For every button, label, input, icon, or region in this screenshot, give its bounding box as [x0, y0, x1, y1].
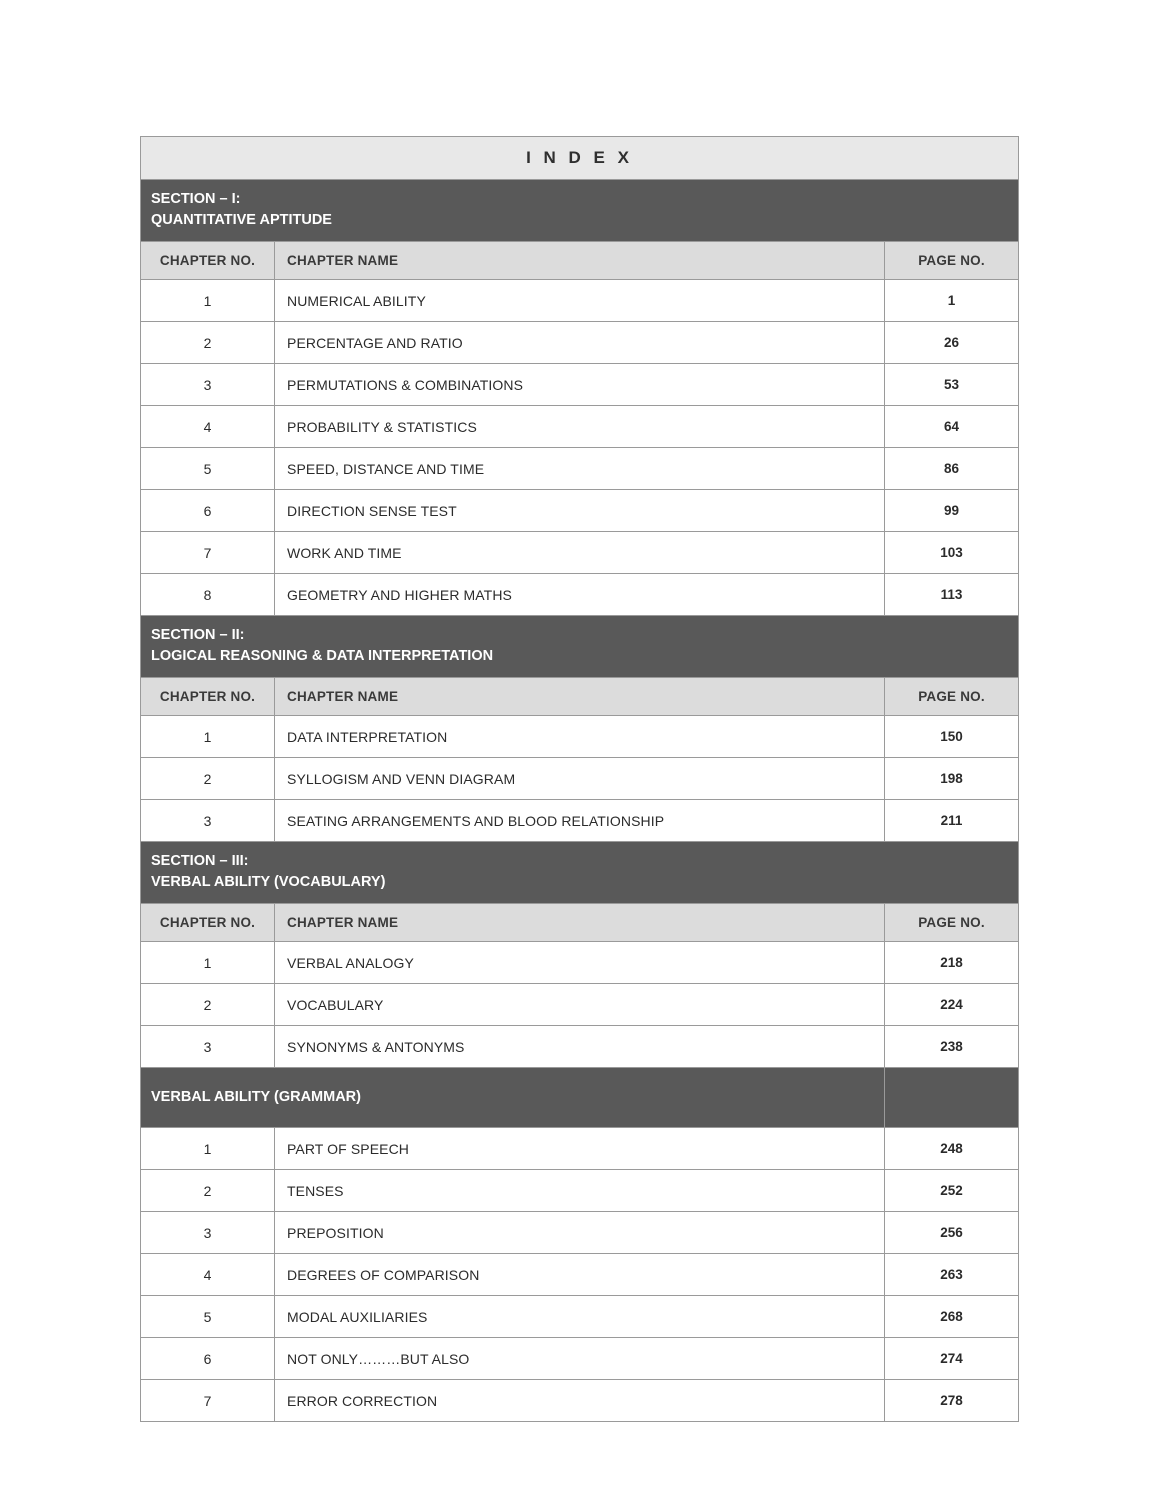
- grammar-section-header-row: [141, 1068, 1019, 1128]
- chapter-number: 8: [141, 574, 275, 616]
- section-header: [141, 616, 1019, 678]
- page-number: 103: [885, 532, 1019, 574]
- table-row[interactable]: [141, 1026, 1019, 1068]
- chapter-number: 5: [141, 448, 275, 490]
- page-number: 252: [885, 1170, 1019, 1212]
- section-label-line1: SECTION – I:: [151, 190, 241, 207]
- chapter-number: 7: [141, 1380, 275, 1422]
- grammar-section-header: VERBAL ABILITY (GRAMMAR): [141, 1068, 885, 1128]
- page-number: 274: [885, 1338, 1019, 1380]
- column-header-chapter-no: CHAPTER NO.: [141, 904, 275, 942]
- chapter-number: 3: [141, 1026, 275, 1068]
- chapter-number: 3: [141, 364, 275, 406]
- chapter-name: VOCABULARY: [275, 984, 885, 1026]
- page-number: 150: [885, 716, 1019, 758]
- chapter-number: 4: [141, 406, 275, 448]
- chapter-number: 1: [141, 280, 275, 322]
- table-row[interactable]: [141, 1254, 1019, 1296]
- table-row[interactable]: [141, 1338, 1019, 1380]
- chapter-name: DIRECTION SENSE TEST: [275, 490, 885, 532]
- grammar-section-header-spacer: [885, 1068, 1019, 1128]
- table-row[interactable]: [141, 1170, 1019, 1212]
- table-row[interactable]: [141, 532, 1019, 574]
- chapter-number: 3: [141, 800, 275, 842]
- page-number: 256: [885, 1212, 1019, 1254]
- table-row[interactable]: [141, 942, 1019, 984]
- chapter-name: SEATING ARRANGEMENTS AND BLOOD RELATIONSHIP: [275, 800, 885, 842]
- column-header-chapter-name: CHAPTER NAME: [275, 678, 885, 716]
- page-number: 99: [885, 490, 1019, 532]
- table-row[interactable]: [141, 406, 1019, 448]
- chapter-number: 7: [141, 532, 275, 574]
- page-number: 64: [885, 406, 1019, 448]
- chapter-number: 5: [141, 1296, 275, 1338]
- chapter-name: SPEED, DISTANCE AND TIME: [275, 448, 885, 490]
- table-row[interactable]: [141, 716, 1019, 758]
- column-header-row: [141, 904, 1019, 942]
- index-title: I N D E X: [141, 137, 1019, 180]
- chapter-number: 2: [141, 322, 275, 364]
- table-row[interactable]: [141, 1212, 1019, 1254]
- page-number: 224: [885, 984, 1019, 1026]
- page-number: 218: [885, 942, 1019, 984]
- page-number: 1: [885, 280, 1019, 322]
- chapter-number: 1: [141, 716, 275, 758]
- table-row[interactable]: [141, 984, 1019, 1026]
- chapter-number: 2: [141, 984, 275, 1026]
- section-header-row: [141, 842, 1019, 904]
- table-row[interactable]: [141, 1380, 1019, 1422]
- chapter-number: 1: [141, 942, 275, 984]
- table-row[interactable]: [141, 800, 1019, 842]
- section-header-row: [141, 616, 1019, 678]
- chapter-name: WORK AND TIME: [275, 532, 885, 574]
- chapter-name: VERBAL ANALOGY: [275, 942, 885, 984]
- column-header-page-no: PAGE NO.: [885, 678, 1019, 716]
- chapter-number: 3: [141, 1212, 275, 1254]
- page-number: 263: [885, 1254, 1019, 1296]
- chapter-name: PROBABILITY & STATISTICS: [275, 406, 885, 448]
- page-number: 211: [885, 800, 1019, 842]
- chapter-name: SYLLOGISM AND VENN DIAGRAM: [275, 758, 885, 800]
- column-header-row: [141, 242, 1019, 280]
- chapter-name: ERROR CORRECTION: [275, 1380, 885, 1422]
- section-label-line2: QUANTITATIVE APTITUDE: [151, 212, 332, 228]
- page-number: 113: [885, 574, 1019, 616]
- column-header-chapter-no: CHAPTER NO.: [141, 242, 275, 280]
- chapter-number: 2: [141, 758, 275, 800]
- column-header-chapter-name: CHAPTER NAME: [275, 242, 885, 280]
- chapter-name: DEGREES OF COMPARISON: [275, 1254, 885, 1296]
- page-number: 53: [885, 364, 1019, 406]
- table-row[interactable]: [141, 1128, 1019, 1170]
- section-header: [141, 180, 1019, 242]
- chapter-name: GEOMETRY AND HIGHER MATHS: [275, 574, 885, 616]
- chapter-name: PERMUTATIONS & COMBINATIONS: [275, 364, 885, 406]
- section-header-row: [141, 180, 1019, 242]
- column-header-page-no: PAGE NO.: [885, 242, 1019, 280]
- table-row[interactable]: [141, 322, 1019, 364]
- column-header-row: [141, 678, 1019, 716]
- chapter-number: 2: [141, 1170, 275, 1212]
- chapter-name: NUMERICAL ABILITY: [275, 280, 885, 322]
- page-number: 198: [885, 758, 1019, 800]
- table-row[interactable]: [141, 364, 1019, 406]
- column-header-page-no: PAGE NO.: [885, 904, 1019, 942]
- index-table-body: [141, 137, 1019, 1422]
- section-label-line1: SECTION – III:: [151, 852, 249, 869]
- chapter-name: DATA INTERPRETATION: [275, 716, 885, 758]
- index-title-row: [141, 137, 1019, 180]
- section-label-line2: VERBAL ABILITY (VOCABULARY): [151, 874, 386, 890]
- section-header: [141, 842, 1019, 904]
- page-number: 268: [885, 1296, 1019, 1338]
- column-header-chapter-name: CHAPTER NAME: [275, 904, 885, 942]
- chapter-name: PERCENTAGE AND RATIO: [275, 322, 885, 364]
- page-number: 278: [885, 1380, 1019, 1422]
- table-row[interactable]: [141, 1296, 1019, 1338]
- section-label-line2: LOGICAL REASONING & DATA INTERPRETATION: [151, 648, 494, 664]
- chapter-number: 6: [141, 490, 275, 532]
- chapter-number: 1: [141, 1128, 275, 1170]
- page-number: 248: [885, 1128, 1019, 1170]
- page-number: 26: [885, 322, 1019, 364]
- chapter-number: 6: [141, 1338, 275, 1380]
- section-label-line1: SECTION – II:: [151, 626, 245, 643]
- table-row[interactable]: [141, 448, 1019, 490]
- chapter-number: 4: [141, 1254, 275, 1296]
- index-table: [140, 136, 1019, 1422]
- table-row[interactable]: [141, 574, 1019, 616]
- chapter-name: TENSES: [275, 1170, 885, 1212]
- chapter-name: MODAL AUXILIARIES: [275, 1296, 885, 1338]
- page-number: 86: [885, 448, 1019, 490]
- chapter-name: PART OF SPEECH: [275, 1128, 885, 1170]
- chapter-name: PREPOSITION: [275, 1212, 885, 1254]
- table-row[interactable]: [141, 280, 1019, 322]
- table-row[interactable]: [141, 758, 1019, 800]
- page-number: 238: [885, 1026, 1019, 1068]
- table-row[interactable]: [141, 490, 1019, 532]
- chapter-name: SYNONYMS & ANTONYMS: [275, 1026, 885, 1068]
- chapter-name: NOT ONLY………BUT ALSO: [275, 1338, 885, 1380]
- column-header-chapter-no: CHAPTER NO.: [141, 678, 275, 716]
